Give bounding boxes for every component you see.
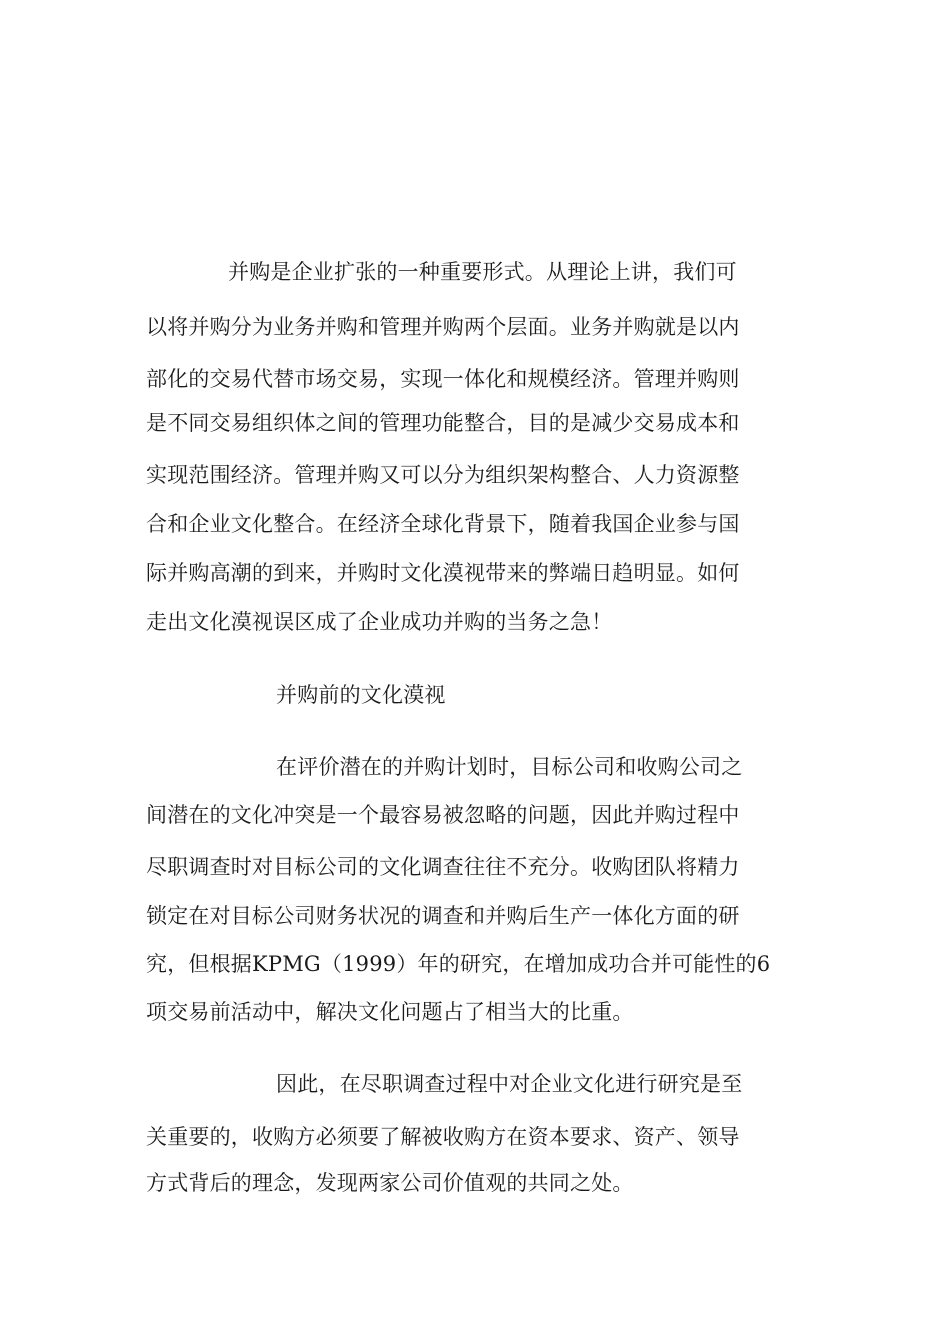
text-line: 部化的交易代替市场交易，实现一体化和规模经济。管理并购则 <box>146 367 740 391</box>
section-heading: 并购前的文化漠视 <box>276 683 446 707</box>
text-line: 尽职调查时对目标公司的文化调查往往不充分。收购团队将精力 <box>146 855 740 879</box>
text-line: 锁定在对目标公司财务状况的调查和并购后生产一体化方面的研 <box>146 904 740 928</box>
text-line: 在评价潜在的并购计划时，目标公司和收购公司之 <box>276 755 743 779</box>
text-line: 间潜在的文化冲突是一个最容易被忽略的问题，因此并购过程中 <box>146 803 740 827</box>
text-line: 是不同交易组织体之间的管理功能整合，目的是减少交易成本和 <box>146 411 740 435</box>
text-line: 走出文化漠视误区成了企业成功并购的当务之急！ <box>146 610 613 634</box>
text-line: 因此，在尽职调查过程中对企业文化进行研究是至 <box>276 1072 743 1096</box>
text-line: 究，但根据KPMG（1999）年的研究，在增加成功合并可能性的6 <box>146 952 771 976</box>
text-line: 并购是企业扩张的一种重要形式。从理论上讲，我们可 <box>228 260 737 284</box>
text-line: 际并购高潮的到来，并购时文化漠视带来的弊端日趋明显。如何 <box>146 561 740 585</box>
text-line: 实现范围经济。管理并购又可以分为组织架构整合、人力资源整 <box>146 463 740 487</box>
text-line: 关重要的，收购方必须要了解被收购方在资本要求、资产、领导 <box>146 1125 740 1149</box>
text-line: 合和企业文化整合。在经济全球化背景下，随着我国企业参与国 <box>146 512 740 536</box>
text-line: 方式背后的理念，发现两家公司价值观的共同之处。 <box>146 1171 634 1195</box>
text-line: 项交易前活动中，解决文化问题占了相当大的比重。 <box>146 1000 634 1024</box>
text-line: 以将并购分为业务并购和管理并购两个层面。业务并购就是以内 <box>146 315 740 339</box>
